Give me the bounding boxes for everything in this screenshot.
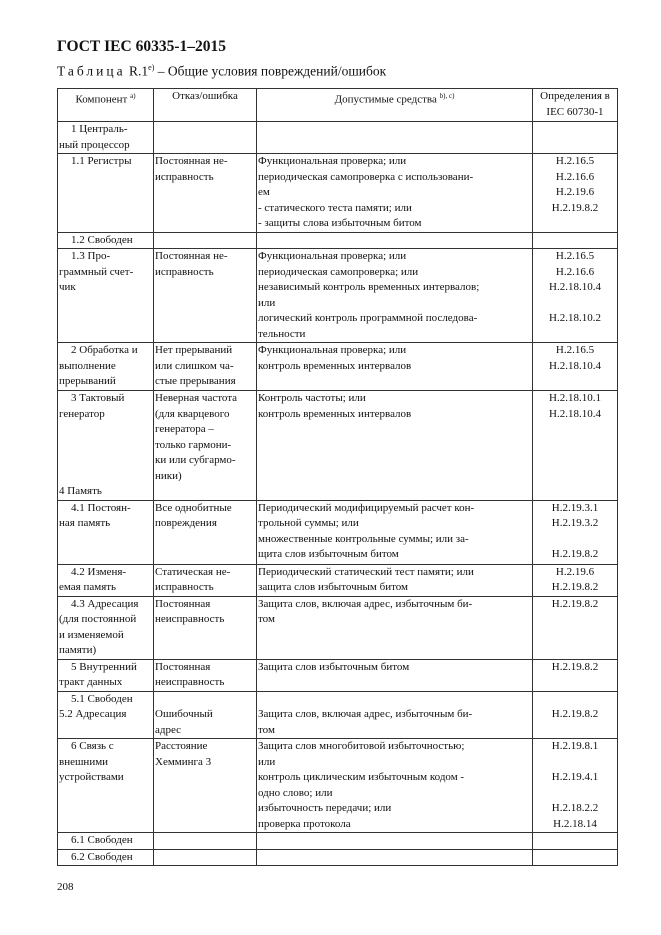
means-cell: Функциональная проверка; или периодическая самопроверка с использовани- ем - статического теста памяти; или - защиты слова избыточным битом xyxy=(257,154,533,233)
definitions-cell: H.2.16.5 H.2.16.6 H.2.18.10.4 H.2.18.10.2 xyxy=(533,249,618,343)
fault-cell: Неверная частота (для кварцевого генератора – только гармони- ки или субгармо- ники) xyxy=(154,391,257,501)
definitions-cell: H.2.19.8.1 H.2.19.4.1 H.2.18.2.2 H.2.18.14 xyxy=(533,739,618,833)
component-cell: 5.1 Свободен 5.2 Адресация xyxy=(58,691,154,739)
table-row xyxy=(58,391,618,501)
component-cell: 1.2 Свободен xyxy=(58,232,154,249)
table-row xyxy=(58,659,618,691)
caption-text: – Общие условия повреждений/ошибок xyxy=(157,63,387,79)
fault-cell: Постоянная не- исправность xyxy=(154,249,257,343)
fault-cell: Расстояние Хемминга 3 xyxy=(154,739,257,833)
component-cell: 1.3 Про- граммный счет- чик xyxy=(58,249,154,343)
means-cell xyxy=(257,849,533,866)
definitions-cell xyxy=(533,232,618,249)
means-cell: Защита слов избыточным битом xyxy=(257,659,533,691)
component-cell: 2 Обработка и выполнение прерываний xyxy=(58,343,154,391)
component-cell: 6 Связь с внешними устройствами xyxy=(58,739,154,833)
fault-cell: Нет прерываний или слишком ча- стые прерывания xyxy=(154,343,257,391)
table-row xyxy=(58,232,618,249)
definitions-cell: H.2.19.8.2 xyxy=(533,596,618,659)
means-cell: Функциональная проверка; или контроль временных интервалов xyxy=(257,343,533,391)
means-cell xyxy=(257,232,533,249)
definitions-cell: H.2.19.8.2 xyxy=(533,691,618,739)
header-means: Допустимые средства $^{b), c)}$ xyxy=(257,89,533,122)
fault-cell: Постоянная неисправность xyxy=(154,596,257,659)
means-cell: Периодический модифицируемый расчет кон- трольной суммы; или множественные контрольные суммы; или за- щита слов избыточным битом xyxy=(257,500,533,564)
definitions-cell xyxy=(533,849,618,866)
means-cell: Контроль частоты; или контроль временных интервалов xyxy=(257,391,533,501)
definitions-cell xyxy=(533,833,618,850)
means-cell: Периодический статический тест памяти; или защита слов избыточным битом xyxy=(257,564,533,596)
fault-cell: Все однобитные повреждения xyxy=(154,500,257,564)
definitions-cell: H.2.16.5 H.2.16.6 H.2.19.6 H.2.19.8.2 xyxy=(533,154,618,233)
caption-table-number: R.1 xyxy=(129,63,149,79)
component-cell: 6.2 Свободен xyxy=(58,849,154,866)
caption-prefix: Таблица xyxy=(57,63,126,79)
table-row xyxy=(58,154,618,233)
component-cell: 6.1 Свободен xyxy=(58,833,154,850)
table-row xyxy=(58,596,618,659)
header-fault: Отказ/ошибка xyxy=(154,89,257,122)
component-cell: 4.2 Изменя- емая память xyxy=(58,564,154,596)
table-row xyxy=(58,249,618,343)
component-cell: 3 Тактовый генератор 4 Память xyxy=(58,391,154,501)
table-row xyxy=(58,343,618,391)
fault-cell xyxy=(154,833,257,850)
definitions-cell xyxy=(533,122,618,154)
means-cell xyxy=(257,833,533,850)
component-cell: 1 Централь- ный процессор xyxy=(58,122,154,154)
table-row xyxy=(58,849,618,866)
caption-note: e) xyxy=(148,63,155,72)
component-cell: 4.3 Адресация (для постоянной и изменяемой памяти) xyxy=(58,596,154,659)
faults-table xyxy=(57,88,618,866)
means-cell: Защита слов, включая адрес, избыточным би- том xyxy=(257,596,533,659)
definitions-cell: H.2.18.10.1 H.2.18.10.4 xyxy=(533,391,618,501)
header-component: Компонент $^{a)}$ xyxy=(58,89,154,122)
table-row xyxy=(58,833,618,850)
means-cell: Защита слов, включая адрес, избыточным би- том xyxy=(257,691,533,739)
fault-cell: Постоянная не- исправность xyxy=(154,154,257,233)
header-definitions: Определения в IEC 60730-1 xyxy=(533,89,618,122)
component-cell: 1.1 Регистры xyxy=(58,154,154,233)
table-caption xyxy=(57,63,386,80)
fault-cell xyxy=(154,232,257,249)
definitions-cell: H.2.16.5 H.2.18.10.4 xyxy=(533,343,618,391)
fault-cell: Ошибочный адрес xyxy=(154,691,257,739)
table-row xyxy=(58,564,618,596)
document-title: ГОСТ IEC 60335-1–2015 xyxy=(57,38,226,55)
means-cell: Функциональная проверка; или периодическая самопроверка; или независимый контроль временных интервалов; или логический контроль программной последова- тельности xyxy=(257,249,533,343)
fault-cell xyxy=(154,122,257,154)
table-header-row xyxy=(58,89,618,122)
means-cell xyxy=(257,122,533,154)
fault-cell xyxy=(154,849,257,866)
component-cell: 4.1 Постоян- ная память xyxy=(58,500,154,564)
fault-cell: Статическая не- исправность xyxy=(154,564,257,596)
table-row xyxy=(58,739,618,833)
table-row xyxy=(58,500,618,564)
fault-cell: Постоянная неисправность xyxy=(154,659,257,691)
table-row xyxy=(58,122,618,154)
page-number: 208 xyxy=(57,881,74,893)
definitions-cell: H.2.19.8.2 xyxy=(533,659,618,691)
means-cell: Защита слов многобитовой избыточностью; или контроль циклическим избыточным кодом - одно слово; или избыточность передачи; или проверка протокола xyxy=(257,739,533,833)
table-row xyxy=(58,691,618,739)
definitions-cell: H.2.19.3.1 H.2.19.3.2 H.2.19.8.2 xyxy=(533,500,618,564)
component-cell: 5 Внутренний тракт данных xyxy=(58,659,154,691)
definitions-cell: H.2.19.6 H.2.19.8.2 xyxy=(533,564,618,596)
